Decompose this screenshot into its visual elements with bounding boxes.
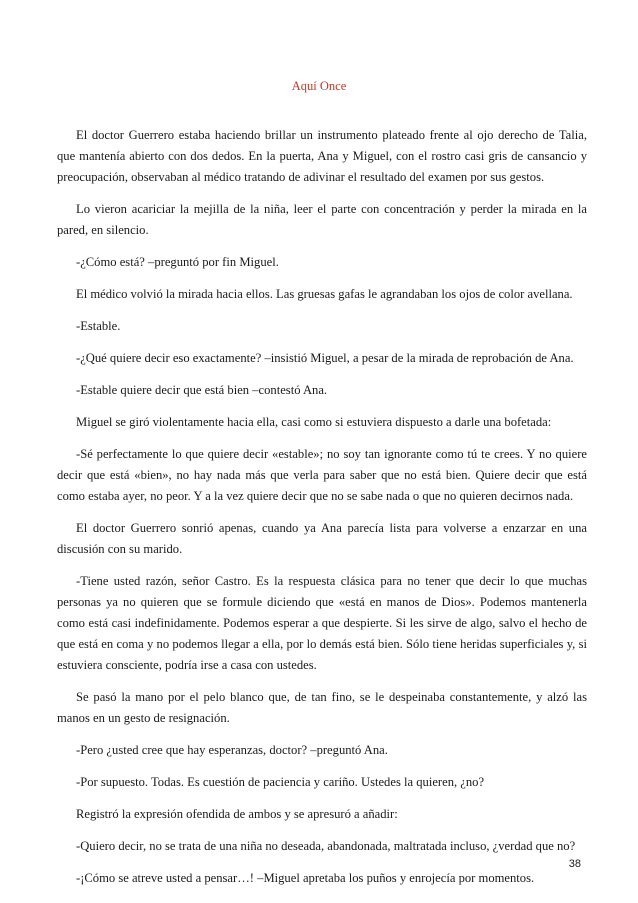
paragraph: -Estable. xyxy=(76,319,121,333)
paragraph: El doctor Guerrero estaba haciendo brillar un instrumento plateado frente al ojo derecho de Talia, que mantenía abierto con dos dedos. En la puerta, Ana y Miguel, con el rostro casi gris de cansancio y preocupación, observaban al médico tratando de adivinar el resultado del examen por sus gestos. xyxy=(57,128,587,184)
paragraph: Se pasó la mano por el pelo blanco que, de tan fino, se le despeinaba constantemente, y alzó las manos en un gesto de resignación. xyxy=(57,690,587,725)
paragraph: -Pero ¿usted cree que hay esperanzas, doctor? –preguntó Ana. xyxy=(76,743,388,757)
chapter-title: Aquí Once xyxy=(291,79,347,93)
paragraph: El médico volvió la mirada hacia ellos. Las gruesas gafas le agrandaban los ojos de color avellana. xyxy=(76,287,573,301)
paragraph: -¿Qué quiere decir eso exactamente? –insistió Miguel, a pesar de la mirada de reprobación de Ana. xyxy=(76,351,574,365)
paragraph: -Por supuesto. Todas. Es cuestión de paciencia y cariño. Ustedes la quieren, ¿no? xyxy=(76,775,485,789)
paragraph: -¿Cómo está? –preguntó por fin Miguel. xyxy=(76,255,279,269)
paragraph: -Tiene usted razón, señor Castro. Es la respuesta clásica para no tener que decir lo que muchas personas ya no quieren que se formule diciendo que «está en manos de Dios». Podemos mantenerla como está casi indefinidamente. Podemos esperar a que despierte. Si les sirve de algo, salvo el hecho de que está en coma y no podemos llegar a ella, por lo demás está bien. Sólo tiene heridas superficiales y, si estuviera consciente, podría irse a casa con ustedes. xyxy=(57,574,587,672)
paragraph: El doctor Guerrero sonrió apenas, cuando ya Ana parecía lista para volverse a enzarzar en una discusión con su marido. xyxy=(57,521,587,556)
paragraph: -Quiero decir, no se trata de una niña no deseada, abandonada, maltratada incluso, ¿verdad que no? xyxy=(76,839,576,853)
body-text xyxy=(57,125,587,900)
paragraph: -Sé perfectamente lo que quiere decir «estable»; no soy tan ignorante como tú te crees. Y no quiere decir que está «bien», no hay nada más que verla para saber que no está bien. Quiere decir que está como estaba ayer, no peor. Y a la vez quiere decir que no se sabe nada o que no quieren decirnos nada. xyxy=(57,447,587,503)
paragraph: Registró la expresión ofendida de ambos y se apresuró a añadir: xyxy=(76,807,398,821)
paragraph: -Estable quiere decir que está bien –contestó Ana. xyxy=(76,383,328,397)
paragraph: -¡Cómo se atreve usted a pensar…! –Miguel apretaba los puños y enrojecía por momentos. xyxy=(76,871,535,885)
page-number: 38 xyxy=(568,858,581,870)
paragraph: Miguel se giró violentamente hacia ella, casi como si estuviera dispuesto a darle una bofetada: xyxy=(76,415,552,429)
paragraph: Lo vieron acariciar la mejilla de la niña, leer el parte con concentración y perder la mirada en la pared, en silencio. xyxy=(57,202,587,237)
